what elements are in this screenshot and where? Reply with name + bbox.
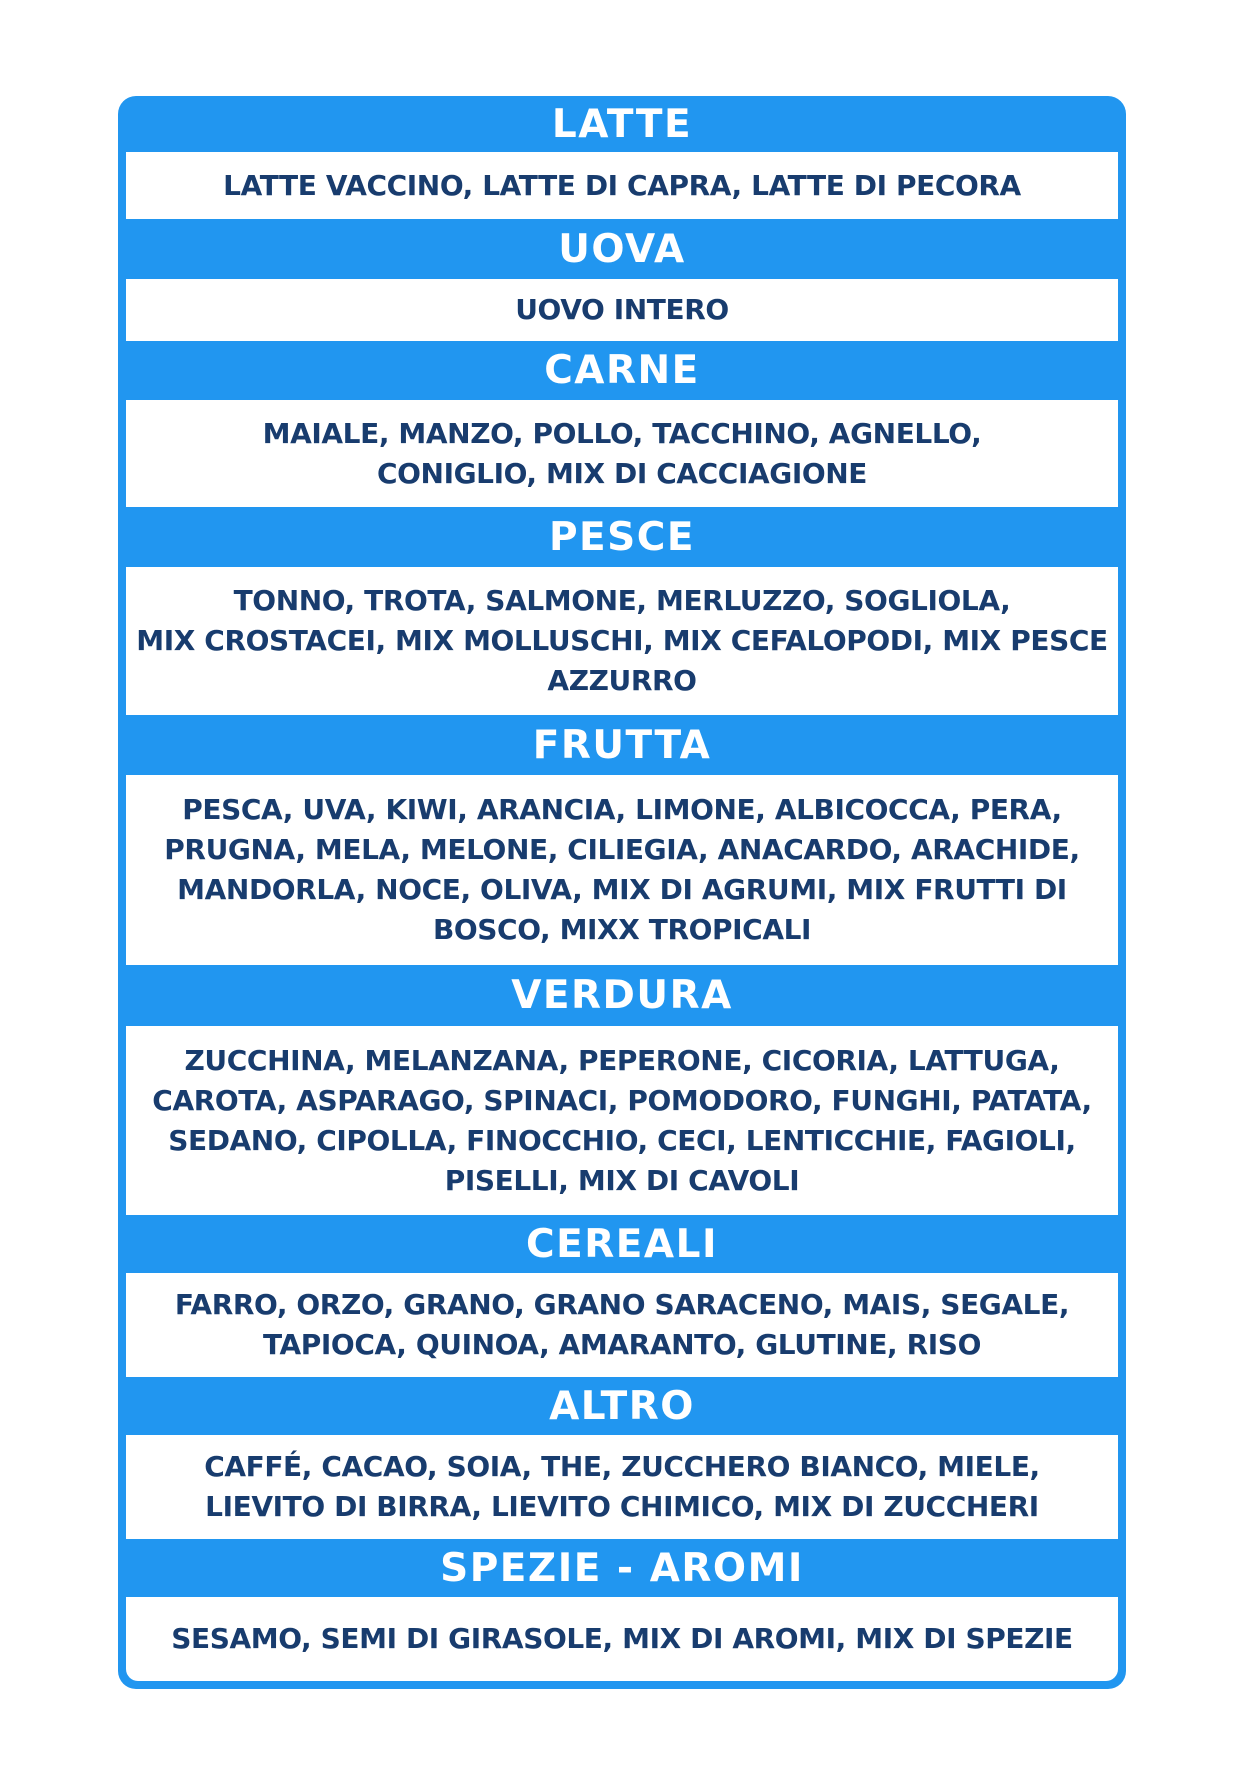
section-content-verdura [126, 1026, 1118, 1215]
section-text: MAIALE, MANZO, POLLO, TACCHINO, AGNELLO, CONIGLIO, MIX DI CACCIAGIONE [262, 416, 982, 490]
section-header-pesce: PESCE [548, 514, 696, 560]
section-header-cereali: CEREALI [526, 1221, 718, 1267]
section-text: TONNO, TROTA, SALMONE, MERLUZZO, SOGLIOLA, MIX CROSTACEI, MIX MOLLUSCHI, MIX CEFALOPODI, MIX PESCE AZZURRO [136, 584, 1108, 697]
section-text: LATTE VACCINO, LATTE DI CAPRA, LATTE DI PECORA [223, 168, 1021, 202]
section-content-frutta [126, 775, 1118, 965]
section-content-pesce [126, 567, 1118, 715]
section-content-spezie-aromi [126, 1597, 1118, 1681]
section-content-latte [126, 152, 1118, 219]
section-content-carne [126, 400, 1118, 507]
section-text: UOVO INTERO [515, 293, 729, 326]
section-content-cereali [126, 1273, 1118, 1377]
section-text: ZUCCHINA, MELANZANA, PEPERONE, CICORIA, LATTUGA, CAROTA, ASPARAGO, SPINACI, POMODORO, FUNGHI, PATATA, SEDANO, CIPOLLA, FINOCCHIO, CECI, LENTICCHIE, FAGIOLI, PISELLI, MIX DI CAVOLI [152, 1043, 1092, 1197]
section-content-uova [126, 279, 1118, 341]
section-header-latte: LATTE [551, 101, 693, 147]
section-text: FARRO, ORZO, GRANO, GRANO SARACENO, MAIS, SEGALE, TAPIOCA, QUINOA, AMARANTO, GLUTINE, RISO [174, 1288, 1070, 1361]
section-content-altro [126, 1435, 1118, 1539]
section-header-spezie-aromi: SPEZIE - AROMI [440, 1545, 804, 1591]
section-header-frutta: FRUTTA [532, 722, 712, 768]
section-header-verdura: VERDURA [511, 973, 733, 1018]
food-category-panel [118, 96, 1126, 1689]
section-text: SESAMO, SEMI DI GIRASOLE, MIX DI AROMI, MIX DI SPEZIE [171, 1622, 1073, 1655]
section-header-altro: ALTRO [549, 1383, 695, 1429]
section-header-uova: UOVA [558, 226, 686, 272]
section-text: CAFFÉ, CACAO, SOIA, THE, ZUCCHERO BIANCO, MIELE, LIEVITO DI BIRRA, LIEVITO CHIMICO, MIX DI ZUCCHERI [204, 1450, 1040, 1523]
section-header-carne: CARNE [544, 348, 700, 393]
section-text: PESCA, UVA, KIWI, ARANCIA, LIMONE, ALBICOCCA, PERA, PRUGNA, MELA, MELONE, CILIEGIA, ANACARDO, ARACHIDE, MANDORLA, NOCE, OLIVA, MIX DI AGRUMI, MIX FRUTTI DI BOSCO, MIXX TROPICALI [164, 793, 1080, 946]
